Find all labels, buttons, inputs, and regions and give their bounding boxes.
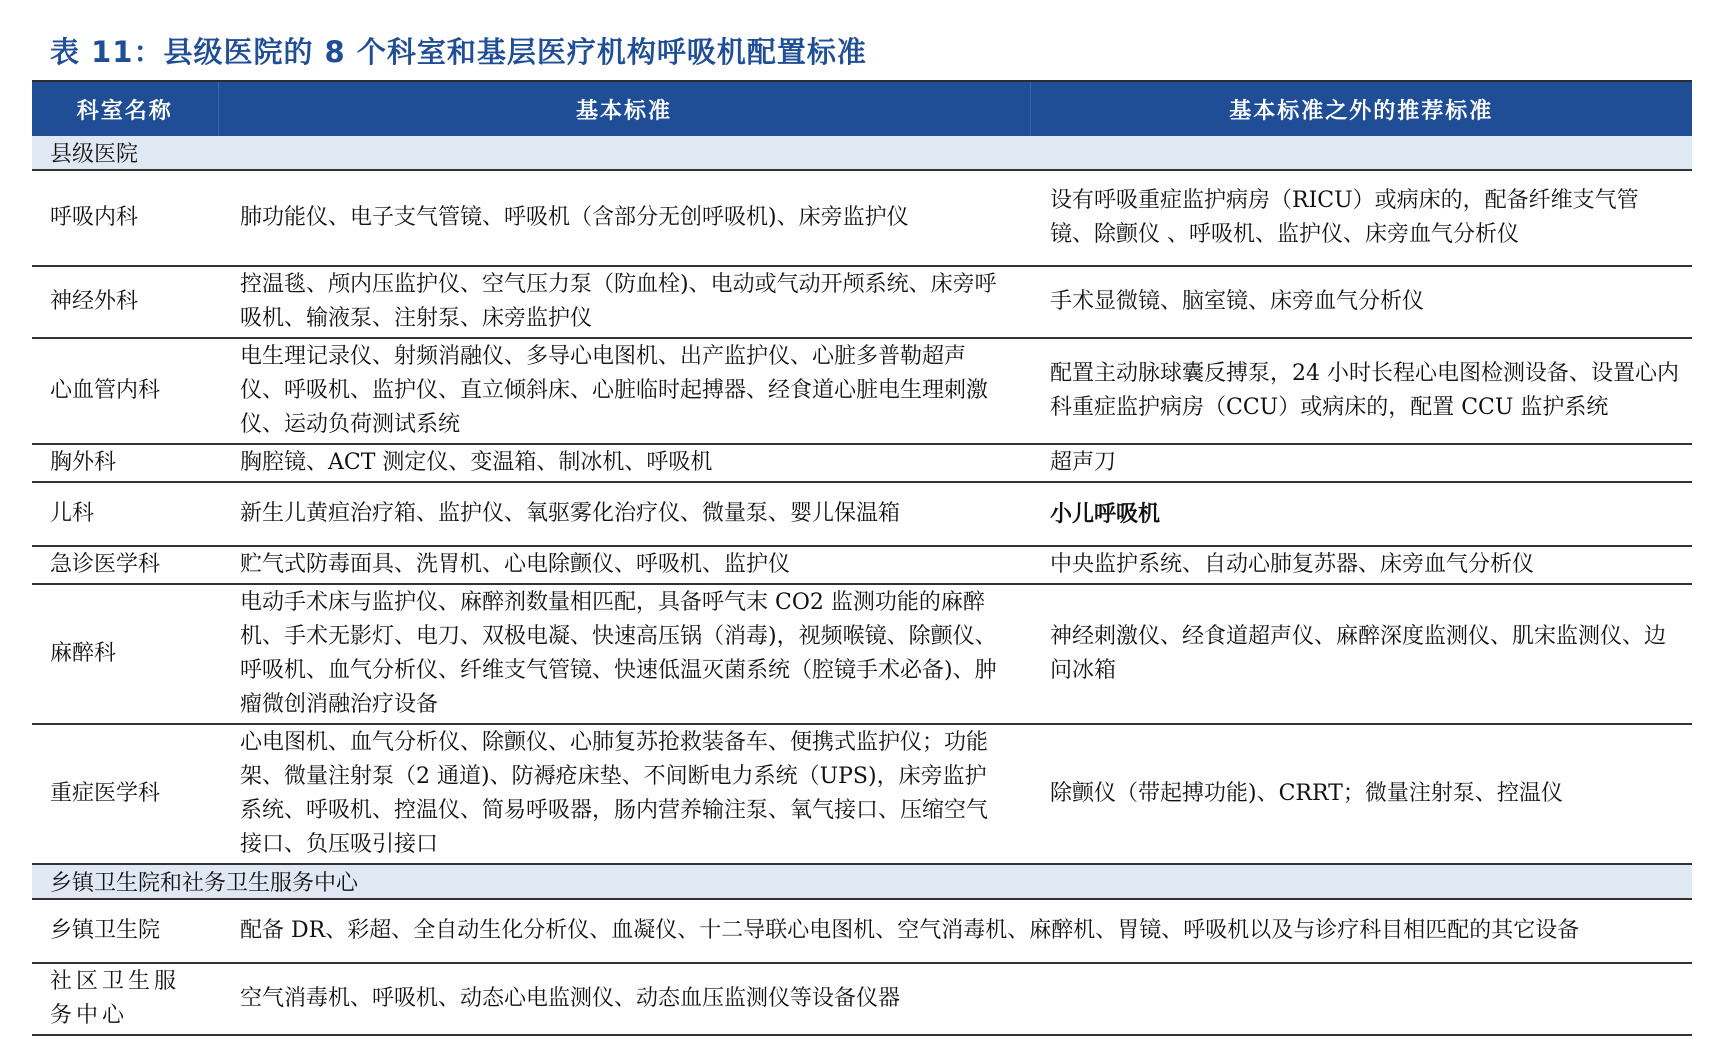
table-title: 表 11：县级医院的 8 个科室和基层医疗机构呼吸机配置标准 [50,35,867,69]
basic-cell: 新生儿黄疸治疗箱、监护仪、氧驱雾化治疗仪、微量泵、婴儿保温箱 [218,482,1030,546]
recommended-cell: 小儿呼吸机 [1030,482,1692,546]
dept-cell: 重症医学科 [32,724,218,864]
basic-cell: 电动手术床与监护仪、麻醉剂数量相匹配，具备呼气末 CO2 监测功能的麻醉机、手术无影灯、电刀、双极电凝、快速高压锅（消毒)，视频喉镜、除颤仪、呼吸机、血气分析仪、纤维支气管镜、快速低温灭菌系统（腔镜手术必备)、肿瘤微创消融治疗设备 [218,584,1030,724]
section-row-primary-care [32,864,1692,899]
recommended-cell: 中央监护系统、自动心肺复苏器、床旁血气分析仪 [1030,546,1692,584]
table-row [32,444,1692,482]
dept-cell: 急诊医学科 [32,546,218,584]
basic-cell: 电生理记录仪、射频消融仪、多导心电图机、出产监护仪、心脏多普勒超声仪、呼吸机、监护仪、直立倾斜床、心脏临时起搏器、经食道心脏电生理刺激仪、运动负荷测试系统 [218,338,1030,444]
section-row-county-hospital [32,136,1692,170]
header-recommended: 基本标准之外的推荐标准 [1030,81,1692,136]
dept-cell: 儿科 [32,482,218,546]
basic-cell: 心电图机、血气分析仪、除颤仪、心肺复苏抢救装备车、便携式监护仪；功能架、微量注射泵（2 通道)、防褥疮床垫、不间断电力系统（UPS)，床旁监护系统、呼吸机、控温仪、简易呼吸器，肠内营养输注泵、氧气接口、压缩空气接口、负压吸引接口 [218,724,1030,864]
recommended-cell: 超声刀 [1030,444,1692,482]
header-dept: 科室名称 [32,81,218,136]
basic-cell: 胸腔镜、ACT 测定仪、变温箱、制冰机、呼吸机 [218,444,1030,482]
header-basic: 基本标准 [218,81,1030,136]
basic-cell: 控温毯、颅内压监护仪、空气压力泵（防血栓)、电动或气动开颅系统、床旁呼吸机、输液泵、注射泵、床旁监护仪 [218,266,1030,338]
dept-cell: 社区卫生服务中心 [32,963,218,1035]
recommended-cell: 神经刺激仪、经食道超声仪、麻醉深度监测仪、肌宋监测仪、边问冰箱 [1030,584,1692,724]
section-label: 乡镇卫生院和社务卫生服务中心 [32,864,1692,899]
table-row [32,266,1692,338]
basic-cell: 肺功能仪、电子支气管镜、呼吸机（含部分无创呼吸机)、床旁监护仪 [218,170,1030,266]
dept-cell: 乡镇卫生院 [32,899,218,963]
dept-cell: 呼吸内科 [32,170,218,266]
recommended-cell: 除颤仪（带起搏功能)、CRRT；微量注射泵、控温仪 [1030,724,1692,864]
recommended-cell: 配置主动脉球囊反搏泵，24 小时长程心电图检测设备、设置心内科重症监护病房（CCU）或病床的，配置 CCU 监护系统 [1030,338,1692,444]
table-row [32,963,1692,1035]
table-row [32,584,1692,724]
section-label: 县级医院 [32,136,1692,170]
equipment-standards-table [32,80,1692,1036]
table-row [32,338,1692,444]
table-row [32,170,1692,266]
basic-cell: 配备 DR、彩超、全自动生化分析仪、血凝仪、十二导联心电图机、空气消毒机、麻醉机、胃镜、呼吸机以及与诊疗科目相匹配的其它设备 [218,899,1692,963]
basic-cell: 贮气式防毒面具、洗胃机、心电除颤仪、呼吸机、监护仪 [218,546,1030,584]
dept-cell: 麻醉科 [32,584,218,724]
table-row [32,482,1692,546]
table-row [32,899,1692,963]
recommended-cell: 设有呼吸重症监护病房（RICU）或病床的，配备纤维支气管镜、除颤仪 、呼吸机、监护仪、床旁血气分析仪 [1030,170,1692,266]
dept-cell: 心血管内科 [32,338,218,444]
header-row [32,81,1692,136]
dept-cell: 神经外科 [32,266,218,338]
basic-cell: 空气消毒机、呼吸机、动态心电监测仪、动态血压监测仪等设备仪器 [218,963,1692,1035]
table-row [32,546,1692,584]
dept-cell: 胸外科 [32,444,218,482]
recommended-cell: 手术显微镜、脑室镜、床旁血气分析仪 [1030,266,1692,338]
table-row [32,724,1692,864]
